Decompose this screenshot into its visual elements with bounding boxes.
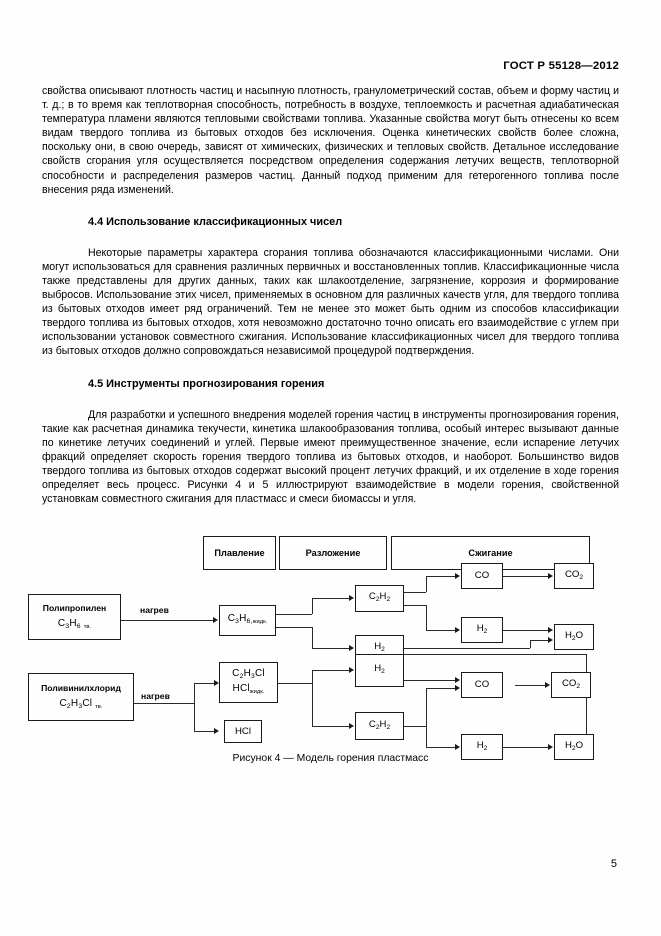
arrowhead-h2-to-h2o-top <box>548 627 553 633</box>
arrowhead-bottom-h2-to-h2o <box>548 744 553 750</box>
arrowhead-to-h2-bottom <box>349 667 354 673</box>
out-formula-top-h2o: $H_2O$ <box>564 629 584 642</box>
melt-formula-pvc-line2: HCl$_{жидк.}$ <box>232 682 265 695</box>
connector-melt-pvc-riser <box>312 670 313 683</box>
connector-bottom-c2h2-riser <box>426 688 427 726</box>
arrowhead-decomp-h2-top-to-h2o <box>548 637 553 643</box>
arrowhead-to-burn-h2-top <box>455 627 460 633</box>
paragraph-classification-numbers: Некоторые параметры характера сгорания топлива обозначаются классификационными числами. Они могут использоваться для сравнения различных первичных и восстановленных топлив. Классификационные числа также представлены для других данных, таких как шлакоотделение, загрязнение, коррозия и формирование выбросов. Использование этих чисел, применяемых в основном для различных качеств угля, для твердого топлива из бытовых отходов имеет ряд ограничений. Тем не менее это может быть одним из способов классификации твердого топлива из бытовых отходов, хотя невозможно достаточно точно описать его взаимодействие с углем при использовании установок совместного сжигания. Использование классификационных чисел для твердого топлива из бытовых отходов должно сопровождаться независимой процедурой подтверждения. <box>42 246 619 358</box>
connector-to-h2-top <box>312 648 350 649</box>
connector-bottom-c2h2-downer <box>426 726 427 747</box>
connector-c2h2-top-out2 <box>404 605 426 606</box>
burn-box-top-co <box>461 563 503 589</box>
connector-decomp-h2-top-riser <box>530 640 531 648</box>
document-body <box>42 84 619 506</box>
burn-box-bottom-co <box>461 672 503 698</box>
connector-pvc-to-melt <box>194 683 215 684</box>
figure-caption: Рисунок 4 — Модель горения пластмасс <box>232 753 429 764</box>
arrowhead-pp-to-melt <box>213 617 218 623</box>
connector-co-to-co2-top <box>503 576 549 577</box>
out-formula-bottom-co2: $CO_2$ <box>561 677 581 690</box>
decomp-formula-bottom-h2: $H_2$ <box>374 663 385 675</box>
melt-box-hcl <box>224 720 262 743</box>
feed-label-pvc: Поливинилхлорид <box>41 682 121 693</box>
connector-bottom-co-to-co2 <box>515 685 546 686</box>
burn-formula-top-h2: $H_2$ <box>476 622 488 635</box>
melt-box-propylene-liquid <box>219 605 276 636</box>
connector-melt-bottom-out <box>276 627 312 628</box>
burn-formula-top-co: CO <box>474 570 490 581</box>
arrowhead-bottom-c2h2-to-co <box>455 685 460 691</box>
connector-bottom-c2h2-to-co <box>426 688 456 689</box>
feed-box-pvc <box>28 673 134 721</box>
connector-to-c2h2-bottom <box>312 726 350 727</box>
connector-decomp-h2-top-to-h2o <box>530 640 549 641</box>
connector-bottom-c2h2-to-h2 <box>426 747 456 748</box>
paragraph-prediction-tools: Для разработки и успешного внедрения моделей горения частиц в инструменты прогнозирования горения, такие как расчетная динамика текучести, кинетика шлакообразования топлива, особый интерес вызывают данные по кинетике летучих соединений и углей. Первые имеют преимущественное значение, если испарение летучих фракций определяет скорость горения твердого топлива из бытовых отходов, и наоборот. Большинство видов твердого топлива из бытовых отходов содержат высокий процент летучих фракций, и их отделение в ходе горения определяет весь процесс. Рисунки 4 и 5 иллюстрируют взаимодействие в модели горения, свойственной установкам совместного сжигания для пластмасс и смеси биомассы и угля. <box>42 408 619 506</box>
out-formula-bottom-h2o: $H_2O$ <box>564 739 584 752</box>
paragraph-continued: свойства описывают плотность частиц и насыпную плотность, гранулометрический состав, объем и форму частиц и т. д.; в то время как теплотворная способность, потребность в воздухе, теплоемкость и расчетная адиабатическая температура пламени являются тепловыми свойствами топлива. Указанные свойства могут быть отнесены ко всем видам твердого топлива из бытовых отходов без исключения. Оценка кинетических свойств более сложна, поскольку они, в свою очередь, зависят от химических, физических и тепловых свойств. Детальное исследование свойств сгорания угля осуществляется посредством определения содержания летучих веществ, теплотворной способности и распределения размеров частиц. Данный подход применим для гетерогенного топлива после внесения ряда изменений. <box>42 85 619 196</box>
decomp-box-bottom-c2h2 <box>355 712 404 740</box>
arrowhead-to-c2h2-bottom <box>349 723 354 729</box>
arrowhead-pvc-to-hcl <box>214 728 219 734</box>
page-number: 5 <box>610 858 617 870</box>
connector-pvc-riser <box>194 683 195 703</box>
connector-pvc-trunk <box>134 703 194 704</box>
feed-label-polypropylene: Полипропилен <box>42 602 107 613</box>
melt-box-pvc-liquid <box>219 662 278 703</box>
connector-c2h2-top-downer <box>426 605 427 630</box>
arrowhead-bottom-c2h2-to-h2 <box>455 744 460 750</box>
phase-box-decomposition <box>279 536 387 570</box>
heading-4-4: 4.4 Использование классификационных чисел <box>88 215 343 228</box>
arrowhead-to-c2h2-top <box>349 595 354 601</box>
feed-box-polypropylene <box>28 594 121 640</box>
connector-c2h2-top-riser <box>426 576 427 592</box>
connector-to-h2-bottom <box>312 670 350 671</box>
connector-to-co-top <box>426 576 456 577</box>
arrowhead-to-co-top <box>455 573 460 579</box>
connector-pvc-to-hcl <box>194 731 215 732</box>
arrowhead-bottom-h2-to-co <box>455 677 460 683</box>
burn-formula-bottom-co: CO <box>474 679 490 690</box>
melt-formula-hcl: HCl <box>235 725 251 737</box>
connector-melt-downer <box>312 627 313 648</box>
arrowhead-to-h2-top <box>349 645 354 651</box>
decomp-box-bottom-h2 <box>355 654 404 687</box>
decomp-formula-bottom-c2h2: $C_2H_2$ <box>368 718 391 731</box>
out-box-top-h2o <box>554 624 594 650</box>
connector-bottom-h2-to-h2o <box>503 747 549 748</box>
out-box-top-co2 <box>554 563 594 589</box>
standard-header: ГОСТ Р 55128—2012 <box>503 60 619 72</box>
connector-pvc-downer <box>194 703 195 731</box>
connector-to-burn-h2-top <box>426 630 456 631</box>
connector-melt-riser <box>312 598 313 614</box>
connector-to-c2h2-top <box>312 598 350 599</box>
phase-box-melting <box>203 536 276 570</box>
out-box-bottom-co2 <box>551 672 591 698</box>
burn-box-top-h2 <box>461 617 503 643</box>
heat-label-bottom: нагрев <box>141 691 170 701</box>
connector-bottom-h2-to-co <box>404 680 456 681</box>
burn-formula-bottom-h2: $H_2$ <box>476 739 488 752</box>
connector-decomp-h2-top-long <box>404 648 530 649</box>
heat-label-top: нагрев <box>140 605 169 615</box>
melt-formula-pvc-line1: $C_2H_3Cl$ <box>232 667 265 680</box>
connector-bottom-h2-long <box>404 654 586 655</box>
connector-pp-to-melt <box>121 620 214 621</box>
connector-melt-pvc-downer <box>312 683 313 726</box>
heading-4-5: 4.5 Инструменты прогнозирования горения <box>88 377 325 390</box>
connector-melt-top-out <box>276 614 312 615</box>
arrowhead-co-to-co2-top <box>548 573 553 579</box>
out-formula-top-co2: $CO_2$ <box>564 568 584 581</box>
phase-label-combustion: Сжигание <box>468 548 513 558</box>
decomp-formula-top-c2h2: $C_2H_2$ <box>368 591 391 603</box>
decomp-formula-top-h2: $H_2$ <box>374 641 385 653</box>
feed-formula-polypropylene: $C_3H_6$ $_{тв.}$ <box>57 617 92 630</box>
decomp-box-top-c2h2 <box>355 585 404 612</box>
connector-h2-to-h2o-top <box>503 630 549 631</box>
connector-c2h2-top-out1 <box>404 592 426 593</box>
feed-formula-pvc: $C_2H_3Cl$ $_{тв.}$ <box>59 697 103 710</box>
arrowhead-bottom-co-to-co2 <box>545 682 550 688</box>
connector-melt-pvc-out <box>278 683 312 684</box>
figure-4-combustion-model <box>20 528 641 778</box>
connector-bottom-c2h2-out <box>404 726 426 727</box>
melt-formula-propylene: $C_3H_{6,жидк.}$ <box>227 613 268 625</box>
phase-label-decomposition: Разложение <box>305 548 361 558</box>
phase-label-melting: Плавление <box>214 548 265 558</box>
